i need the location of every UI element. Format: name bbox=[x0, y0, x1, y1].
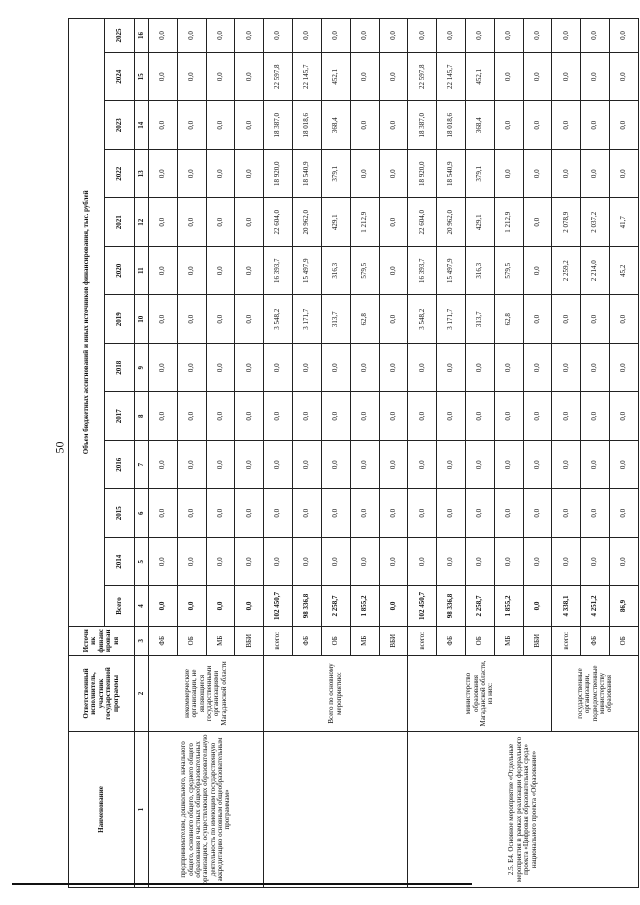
year-value-2015: 0,0 bbox=[206, 489, 235, 538]
year-value-2022: 379,1 bbox=[321, 149, 350, 198]
year-value-2021: 0,0 bbox=[206, 198, 235, 247]
year-value-2023: 18 387,0 bbox=[408, 101, 437, 150]
year-value-2024: 452,1 bbox=[321, 52, 350, 101]
year-value-2021: 429,1 bbox=[465, 198, 494, 247]
header-source: Источник финансирования bbox=[69, 626, 135, 656]
year-value-2023: 0,0 bbox=[177, 101, 206, 150]
year-value-2019: 0,0 bbox=[552, 295, 581, 344]
year-value-2025: 0,0 bbox=[437, 19, 466, 53]
year-value-2019: 0,0 bbox=[206, 295, 235, 344]
year-value-2020: 579,5 bbox=[494, 246, 523, 295]
year-value-2021: 1 212,9 bbox=[350, 198, 379, 247]
year-value-2021: 0,0 bbox=[177, 198, 206, 247]
measure-name: предпринимателям, дошкольного, начального общего, основного общего, среднего общего образования в частных общеобразовательных организациях, осуществляющих образовательную деятельность по имеющим государственную аккредитацию основным общеобразовательным программам» bbox=[149, 731, 264, 887]
year-value-2021: 22 604,0 bbox=[408, 198, 437, 247]
year-value-2020: 0,0 bbox=[177, 246, 206, 295]
table-body bbox=[149, 19, 639, 888]
funding-source: ФБ bbox=[581, 626, 610, 656]
total-value: 0,0 bbox=[177, 586, 206, 626]
year-value-2024: 0,0 bbox=[149, 52, 178, 101]
year-value-2014: 0,0 bbox=[610, 537, 639, 586]
year-value-2015: 0,0 bbox=[235, 489, 264, 538]
year-value-2024: 0,0 bbox=[494, 52, 523, 101]
year-value-2018: 0,0 bbox=[321, 343, 350, 392]
year-value-2016: 0,0 bbox=[581, 440, 610, 489]
funding-source: МБ bbox=[350, 626, 379, 656]
year-value-2025: 0,0 bbox=[149, 19, 178, 53]
header-year-2021: 2021 bbox=[105, 198, 135, 247]
funding-source: ВБИ bbox=[379, 626, 408, 656]
page-number: 50 bbox=[52, 441, 67, 454]
column-number: 12 bbox=[135, 198, 149, 247]
year-value-2024: 0,0 bbox=[350, 52, 379, 101]
year-value-2022: 0,0 bbox=[379, 149, 408, 198]
total-value: 1 855,2 bbox=[350, 586, 379, 626]
year-value-2024: 0,0 bbox=[523, 52, 552, 101]
year-value-2021: 2 037,2 bbox=[581, 198, 610, 247]
year-value-2015: 0,0 bbox=[264, 489, 293, 538]
year-value-2016: 0,0 bbox=[321, 440, 350, 489]
year-value-2022: 18 920,0 bbox=[408, 149, 437, 198]
funding-source: ВБИ bbox=[523, 626, 552, 656]
year-value-2021: 22 604,0 bbox=[264, 198, 293, 247]
year-value-2014: 0,0 bbox=[321, 537, 350, 586]
year-value-2015: 0,0 bbox=[523, 489, 552, 538]
year-value-2022: 0,0 bbox=[581, 149, 610, 198]
year-value-2021: 20 962,0 bbox=[437, 198, 466, 247]
responsible-executor: Всего по основному мероприятию: bbox=[264, 656, 408, 732]
year-value-2017: 0,0 bbox=[552, 392, 581, 441]
year-value-2016: 0,0 bbox=[293, 440, 322, 489]
responsible-executor: некоммерческие организации, не являющиеся государственными организациями Магаданской области bbox=[149, 656, 264, 732]
column-number: 2 bbox=[135, 656, 149, 732]
year-value-2017: 0,0 bbox=[379, 392, 408, 441]
year-value-2025: 0,0 bbox=[581, 19, 610, 53]
year-value-2014: 0,0 bbox=[552, 537, 581, 586]
year-value-2020: 16 393,7 bbox=[264, 246, 293, 295]
column-number: 1 bbox=[135, 731, 149, 887]
year-value-2023: 0,0 bbox=[552, 101, 581, 150]
year-value-2015: 0,0 bbox=[321, 489, 350, 538]
year-value-2023: 0,0 bbox=[610, 101, 639, 150]
column-number: 15 bbox=[135, 52, 149, 101]
year-value-2016: 0,0 bbox=[437, 440, 466, 489]
year-value-2020: 16 393,7 bbox=[408, 246, 437, 295]
year-value-2016: 0,0 bbox=[235, 440, 264, 489]
funding-source: всего: bbox=[264, 626, 293, 656]
total-value: 102 450,7 bbox=[264, 586, 293, 626]
rotated-table-container bbox=[68, 18, 639, 888]
year-value-2024: 22 597,8 bbox=[264, 52, 293, 101]
column-number: 5 bbox=[135, 537, 149, 586]
funding-source: МБ bbox=[494, 626, 523, 656]
year-value-2017: 0,0 bbox=[610, 392, 639, 441]
total-value: 102 450,7 bbox=[408, 586, 437, 626]
measure-name: 2.5. Е4. Основное мероприятие «Отдельные мероприятия в рамках реализации федерального проекта «Цифровая образовательная среда» национального проекта «Образование» bbox=[408, 731, 639, 887]
total-value: 98 336,8 bbox=[437, 586, 466, 626]
year-value-2017: 0,0 bbox=[437, 392, 466, 441]
year-value-2025: 0,0 bbox=[379, 19, 408, 53]
year-value-2022: 0,0 bbox=[149, 149, 178, 198]
year-value-2023: 18 387,0 bbox=[264, 101, 293, 150]
year-value-2020: 316,3 bbox=[465, 246, 494, 295]
year-value-2018: 0,0 bbox=[437, 343, 466, 392]
funding-source: ОБ bbox=[321, 626, 350, 656]
year-value-2016: 0,0 bbox=[350, 440, 379, 489]
column-number: 10 bbox=[135, 295, 149, 344]
year-value-2018: 0,0 bbox=[293, 343, 322, 392]
total-value: 4 251,2 bbox=[581, 586, 610, 626]
year-value-2025: 0,0 bbox=[235, 19, 264, 53]
column-number: 9 bbox=[135, 343, 149, 392]
year-value-2014: 0,0 bbox=[206, 537, 235, 586]
year-value-2025: 0,0 bbox=[293, 19, 322, 53]
funding-source: ФБ bbox=[149, 626, 178, 656]
column-numbers-row bbox=[135, 19, 149, 888]
year-value-2025: 0,0 bbox=[264, 19, 293, 53]
year-value-2020: 316,3 bbox=[321, 246, 350, 295]
year-value-2024: 0,0 bbox=[552, 52, 581, 101]
year-value-2023: 0,0 bbox=[494, 101, 523, 150]
year-value-2014: 0,0 bbox=[235, 537, 264, 586]
column-number: 3 bbox=[135, 626, 149, 656]
header-year-2014: 2014 bbox=[105, 537, 135, 586]
year-value-2017: 0,0 bbox=[465, 392, 494, 441]
year-value-2019: 3 171,7 bbox=[293, 295, 322, 344]
year-value-2014: 0,0 bbox=[350, 537, 379, 586]
total-value: 86,9 bbox=[610, 586, 639, 626]
year-value-2016: 0,0 bbox=[465, 440, 494, 489]
year-value-2019: 0,0 bbox=[379, 295, 408, 344]
year-value-2017: 0,0 bbox=[177, 392, 206, 441]
year-value-2014: 0,0 bbox=[581, 537, 610, 586]
year-value-2025: 0,0 bbox=[494, 19, 523, 53]
header-year-2016: 2016 bbox=[105, 440, 135, 489]
total-value: 0,0 bbox=[523, 586, 552, 626]
year-value-2021: 0,0 bbox=[523, 198, 552, 247]
year-value-2020: 0,0 bbox=[523, 246, 552, 295]
year-value-2015: 0,0 bbox=[379, 489, 408, 538]
page-bottom-rule bbox=[12, 883, 472, 885]
column-number: 11 bbox=[135, 246, 149, 295]
total-value: 2 258,7 bbox=[465, 586, 494, 626]
year-value-2020: 2 259,2 bbox=[552, 246, 581, 295]
year-value-2016: 0,0 bbox=[523, 440, 552, 489]
year-value-2015: 0,0 bbox=[350, 489, 379, 538]
year-value-2019: 3 548,2 bbox=[264, 295, 293, 344]
total-value: 0,0 bbox=[379, 586, 408, 626]
header-year-2023: 2023 bbox=[105, 101, 135, 150]
funding-source: ОБ bbox=[465, 626, 494, 656]
year-value-2015: 0,0 bbox=[552, 489, 581, 538]
column-number: 6 bbox=[135, 489, 149, 538]
year-value-2019: 62,8 bbox=[494, 295, 523, 344]
year-value-2014: 0,0 bbox=[177, 537, 206, 586]
year-value-2019: 313,7 bbox=[321, 295, 350, 344]
table-row bbox=[149, 19, 178, 888]
year-value-2020: 15 497,9 bbox=[437, 246, 466, 295]
year-value-2024: 22 597,8 bbox=[408, 52, 437, 101]
year-value-2016: 0,0 bbox=[610, 440, 639, 489]
year-value-2015: 0,0 bbox=[465, 489, 494, 538]
year-value-2018: 0,0 bbox=[465, 343, 494, 392]
year-value-2014: 0,0 bbox=[465, 537, 494, 586]
year-value-2014: 0,0 bbox=[408, 537, 437, 586]
year-value-2024: 452,1 bbox=[465, 52, 494, 101]
year-value-2018: 0,0 bbox=[610, 343, 639, 392]
total-value: 0,0 bbox=[149, 586, 178, 626]
year-value-2023: 0,0 bbox=[350, 101, 379, 150]
year-value-2017: 0,0 bbox=[235, 392, 264, 441]
year-value-2020: 0,0 bbox=[206, 246, 235, 295]
year-value-2018: 0,0 bbox=[350, 343, 379, 392]
year-value-2024: 0,0 bbox=[610, 52, 639, 101]
header-total: Всего bbox=[105, 586, 135, 626]
year-value-2020: 15 497,9 bbox=[293, 246, 322, 295]
year-value-2015: 0,0 bbox=[437, 489, 466, 538]
column-number: 7 bbox=[135, 440, 149, 489]
year-value-2017: 0,0 bbox=[494, 392, 523, 441]
year-value-2025: 0,0 bbox=[523, 19, 552, 53]
year-value-2014: 0,0 bbox=[293, 537, 322, 586]
year-value-2019: 3 548,2 bbox=[408, 295, 437, 344]
year-value-2018: 0,0 bbox=[235, 343, 264, 392]
year-value-2018: 0,0 bbox=[206, 343, 235, 392]
year-value-2014: 0,0 bbox=[523, 537, 552, 586]
year-value-2021: 1 212,9 bbox=[494, 198, 523, 247]
year-value-2024: 0,0 bbox=[177, 52, 206, 101]
funding-source: всего: bbox=[552, 626, 581, 656]
total-value: 2 258,7 bbox=[321, 586, 350, 626]
header-year-2022: 2022 bbox=[105, 149, 135, 198]
year-value-2022: 0,0 bbox=[235, 149, 264, 198]
year-value-2017: 0,0 bbox=[264, 392, 293, 441]
year-value-2024: 22 145,7 bbox=[293, 52, 322, 101]
year-value-2022: 18 540,9 bbox=[437, 149, 466, 198]
column-number: 16 bbox=[135, 19, 149, 53]
year-value-2019: 313,7 bbox=[465, 295, 494, 344]
year-value-2022: 0,0 bbox=[206, 149, 235, 198]
funding-source: ФБ bbox=[437, 626, 466, 656]
year-value-2015: 0,0 bbox=[610, 489, 639, 538]
year-value-2020: 2 214,0 bbox=[581, 246, 610, 295]
year-value-2015: 0,0 bbox=[177, 489, 206, 538]
year-value-2022: 0,0 bbox=[350, 149, 379, 198]
financing-table bbox=[68, 18, 639, 888]
funding-source: ФБ bbox=[293, 626, 322, 656]
year-value-2025: 0,0 bbox=[206, 19, 235, 53]
year-value-2018: 0,0 bbox=[264, 343, 293, 392]
year-value-2021: 0,0 bbox=[379, 198, 408, 247]
year-value-2024: 0,0 bbox=[581, 52, 610, 101]
year-value-2025: 0,0 bbox=[610, 19, 639, 53]
year-value-2014: 0,0 bbox=[264, 537, 293, 586]
year-value-2024: 0,0 bbox=[235, 52, 264, 101]
year-value-2023: 0,0 bbox=[149, 101, 178, 150]
year-value-2023: 18 018,6 bbox=[437, 101, 466, 150]
year-value-2016: 0,0 bbox=[379, 440, 408, 489]
header-year-2017: 2017 bbox=[105, 392, 135, 441]
year-value-2015: 0,0 bbox=[293, 489, 322, 538]
year-value-2023: 0,0 bbox=[206, 101, 235, 150]
year-value-2015: 0,0 bbox=[149, 489, 178, 538]
year-value-2021: 20 962,0 bbox=[293, 198, 322, 247]
year-value-2018: 0,0 bbox=[581, 343, 610, 392]
year-value-2019: 0,0 bbox=[610, 295, 639, 344]
year-value-2020: 45,2 bbox=[610, 246, 639, 295]
header-year-2015: 2015 bbox=[105, 489, 135, 538]
year-value-2021: 0,0 bbox=[149, 198, 178, 247]
year-value-2016: 0,0 bbox=[552, 440, 581, 489]
year-value-2024: 0,0 bbox=[379, 52, 408, 101]
year-value-2016: 0,0 bbox=[264, 440, 293, 489]
total-value: 4 338,1 bbox=[552, 586, 581, 626]
year-value-2025: 0,0 bbox=[408, 19, 437, 53]
year-value-2021: 2 078,9 bbox=[552, 198, 581, 247]
funding-source: МБ bbox=[206, 626, 235, 656]
year-value-2017: 0,0 bbox=[408, 392, 437, 441]
funding-source: ВБИ bbox=[235, 626, 264, 656]
header-year-2024: 2024 bbox=[105, 52, 135, 101]
year-value-2023: 368,4 bbox=[321, 101, 350, 150]
year-value-2014: 0,0 bbox=[379, 537, 408, 586]
header-name: Наименование bbox=[69, 731, 135, 887]
year-value-2018: 0,0 bbox=[379, 343, 408, 392]
responsible-executor: государственные организации, подведомственные министерству образования bbox=[552, 656, 639, 732]
total-value: 1 855,2 bbox=[494, 586, 523, 626]
responsible-executor: министерство образования Магаданской области, из них: bbox=[408, 656, 552, 732]
year-value-2018: 0,0 bbox=[177, 343, 206, 392]
year-value-2021: 0,0 bbox=[235, 198, 264, 247]
year-value-2023: 0,0 bbox=[379, 101, 408, 150]
year-value-2025: 0,0 bbox=[350, 19, 379, 53]
measure-name bbox=[264, 731, 408, 887]
year-value-2019: 0,0 bbox=[177, 295, 206, 344]
funding-source: всего: bbox=[408, 626, 437, 656]
year-value-2014: 0,0 bbox=[494, 537, 523, 586]
year-value-2017: 0,0 bbox=[149, 392, 178, 441]
year-value-2022: 0,0 bbox=[610, 149, 639, 198]
year-value-2016: 0,0 bbox=[206, 440, 235, 489]
year-value-2019: 0,0 bbox=[149, 295, 178, 344]
year-value-2023: 18 018,6 bbox=[293, 101, 322, 150]
year-value-2022: 18 540,9 bbox=[293, 149, 322, 198]
column-number: 14 bbox=[135, 101, 149, 150]
year-value-2018: 0,0 bbox=[494, 343, 523, 392]
year-value-2020: 0,0 bbox=[149, 246, 178, 295]
year-value-2020: 0,0 bbox=[235, 246, 264, 295]
year-value-2020: 579,5 bbox=[350, 246, 379, 295]
year-value-2016: 0,0 bbox=[494, 440, 523, 489]
year-value-2019: 62,8 bbox=[350, 295, 379, 344]
year-value-2022: 18 920,0 bbox=[264, 149, 293, 198]
header-year-2025: 2025 bbox=[105, 19, 135, 53]
table-row bbox=[408, 19, 437, 888]
year-value-2017: 0,0 bbox=[206, 392, 235, 441]
year-value-2022: 0,0 bbox=[177, 149, 206, 198]
year-value-2015: 0,0 bbox=[581, 489, 610, 538]
header-year-2019: 2019 bbox=[105, 295, 135, 344]
year-value-2021: 429,1 bbox=[321, 198, 350, 247]
year-value-2019: 0,0 bbox=[581, 295, 610, 344]
header-funding-group: Объем бюджетных ассигнований и иных источников финансирования, тыс. рублей bbox=[69, 19, 105, 627]
year-value-2019: 3 171,7 bbox=[437, 295, 466, 344]
year-value-2015: 0,0 bbox=[494, 489, 523, 538]
year-value-2023: 0,0 bbox=[235, 101, 264, 150]
year-value-2018: 0,0 bbox=[149, 343, 178, 392]
year-value-2023: 0,0 bbox=[581, 101, 610, 150]
year-value-2019: 0,0 bbox=[235, 295, 264, 344]
column-number: 13 bbox=[135, 149, 149, 198]
funding-source: ОБ bbox=[177, 626, 206, 656]
year-value-2024: 22 145,7 bbox=[437, 52, 466, 101]
total-value: 98 336,8 bbox=[293, 586, 322, 626]
year-value-2017: 0,0 bbox=[321, 392, 350, 441]
column-number: 8 bbox=[135, 392, 149, 441]
year-value-2017: 0,0 bbox=[581, 392, 610, 441]
year-value-2020: 0,0 bbox=[379, 246, 408, 295]
year-value-2015: 0,0 bbox=[408, 489, 437, 538]
column-number: 4 bbox=[135, 586, 149, 626]
year-value-2021: 41,7 bbox=[610, 198, 639, 247]
year-value-2014: 0,0 bbox=[437, 537, 466, 586]
year-value-2017: 0,0 bbox=[350, 392, 379, 441]
funding-source: ОБ bbox=[610, 626, 639, 656]
year-value-2016: 0,0 bbox=[408, 440, 437, 489]
year-value-2024: 0,0 bbox=[206, 52, 235, 101]
year-value-2022: 0,0 bbox=[494, 149, 523, 198]
year-value-2016: 0,0 bbox=[177, 440, 206, 489]
total-value: 0,0 bbox=[235, 586, 264, 626]
year-value-2023: 368,4 bbox=[465, 101, 494, 150]
year-value-2025: 0,0 bbox=[552, 19, 581, 53]
year-value-2018: 0,0 bbox=[552, 343, 581, 392]
year-value-2023: 0,0 bbox=[523, 101, 552, 150]
total-value: 0,0 bbox=[206, 586, 235, 626]
year-value-2017: 0,0 bbox=[293, 392, 322, 441]
header-year-2018: 2018 bbox=[105, 343, 135, 392]
year-value-2025: 0,0 bbox=[465, 19, 494, 53]
year-value-2017: 0,0 bbox=[523, 392, 552, 441]
year-value-2025: 0,0 bbox=[321, 19, 350, 53]
year-value-2022: 0,0 bbox=[523, 149, 552, 198]
year-value-2018: 0,0 bbox=[408, 343, 437, 392]
table-row bbox=[264, 19, 293, 888]
year-value-2014: 0,0 bbox=[149, 537, 178, 586]
year-value-2018: 0,0 bbox=[523, 343, 552, 392]
year-value-2019: 0,0 bbox=[523, 295, 552, 344]
year-value-2025: 0,0 bbox=[177, 19, 206, 53]
header-responsible: Ответственный исполнитель, участник государственной программы bbox=[69, 656, 135, 732]
year-value-2022: 0,0 bbox=[552, 149, 581, 198]
header-year-2020: 2020 bbox=[105, 246, 135, 295]
year-value-2016: 0,0 bbox=[149, 440, 178, 489]
year-value-2022: 379,1 bbox=[465, 149, 494, 198]
